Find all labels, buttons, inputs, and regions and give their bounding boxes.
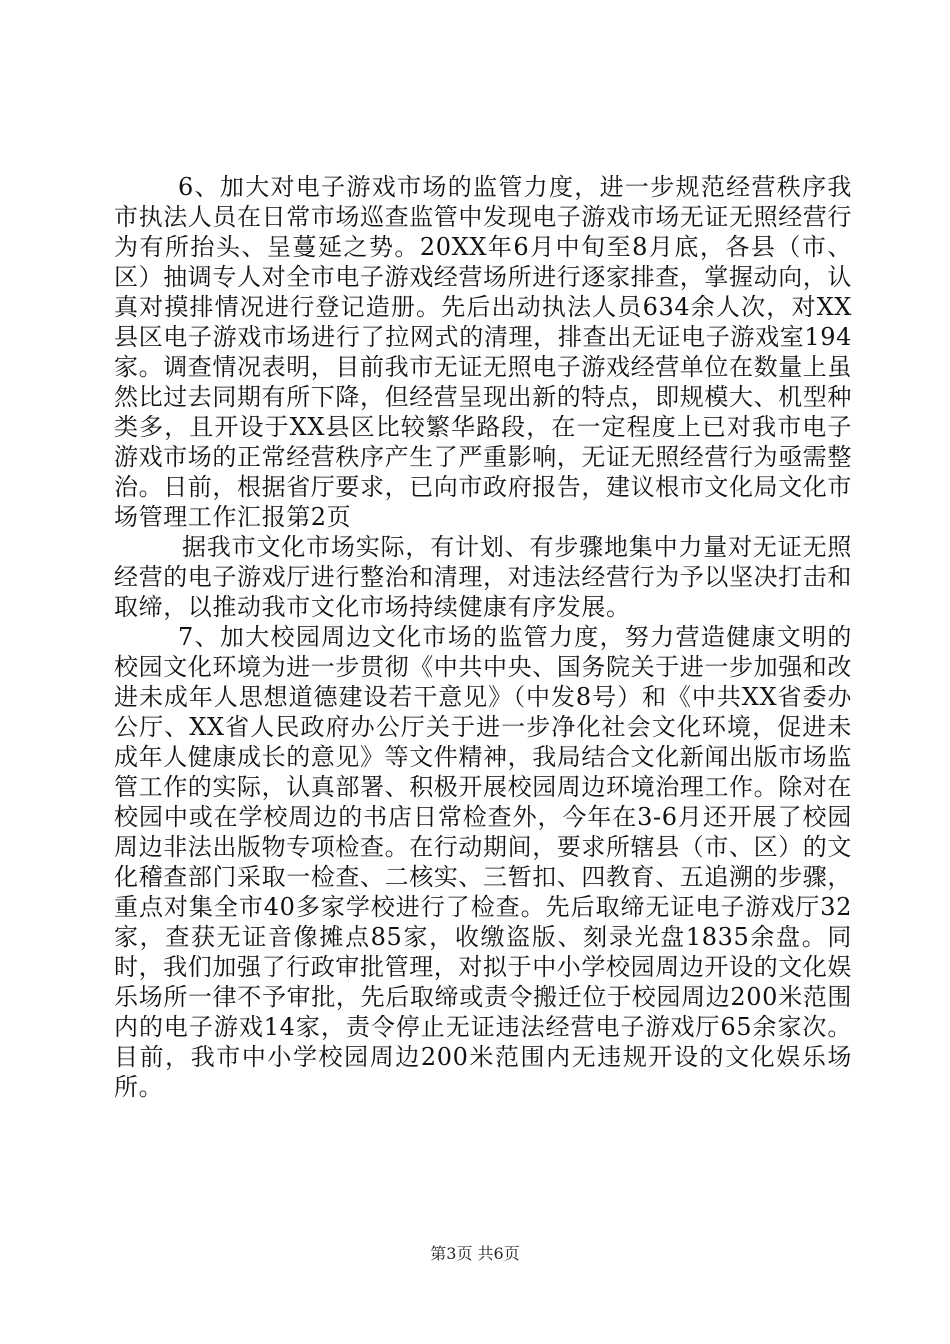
paragraph-continuation: 据我市文化市场实际，有计划、有步骤地集中力量对无证无照经营的电子游戏厅进行整治和清理，对违法经营行为予以坚决打击和取缔，以推动我市文化市场持续健康有序发展。	[114, 533, 852, 621]
paragraph-7: 7、加大校园周边文化市场的监管力度，努力营造健康文明的校园文化环境为进一步贯彻《中共中央、国务院关于进一步加强和改进未成年人思想道德建设若干意见》（中发8号）和《中共XX省委办公厅、XX省人民政府办公厅关于进一步净化社会文化环境，促进未成年人健康成长的意见》等文件精神，我局结合文化新闻出版市场监管工作的实际，认真部署、积极开展校园周边环境治理工作。除对在校园中或在学校周边的书店日常检查外，今年在3-6月还开展了校园周边非法出版物专项检查。在行动期间，要求所辖县（市、区）的文化稽查部门采取一检查、二核实、三暂扣、四教育、五追溯的步骤，重点对集全市40多家学校进行了检查。先后取缔无证电子游戏厅32家，查获无证音像摊点85家，收缴盗版、刻录光盘1835余盘。同时，我们加强了行政审批管理，对拟于中小学校园周边开设的文化娱乐场所一律不予审批，先后取缔或责令搬迁位于校园周边200米范围内的电子游戏14家，责令停止无证违法经营电子游戏厅65余家次。目前，我市中小学校园周边200米范围内无违规开设的文化娱乐场所。	[114, 623, 852, 1101]
page-footer: 第3页 共6页	[430, 1244, 520, 1263]
document-body	[114, 172, 852, 1102]
paragraph-6: 6、加大对电子游戏市场的监管力度，进一步规范经营秩序我市执法人员在日常市场巡查监管中发现电子游戏市场无证无照经营行为有所抬头、呈蔓延之势。20XX年6月中旬至8月底，各县（市、区）抽调专人对全市电子游戏经营场所进行逐家排查，掌握动向，认真对摸排情况进行登记造册。先后出动执法人员634余人次，对XX县区电子游戏市场进行了拉网式的清理，排查出无证电子游戏室194家。调查情况表明，目前我市无证无照电子游戏经营单位在数量上虽然比过去同期有所下降，但经营呈现出新的特点，即规模大、机型种类多，且开设于XX县区比较繁华路段，在一定程度上已对我市电子游戏市场的正常经营秩序产生了严重影响，无证无照经营行为亟需整治。日前，根据省厅要求，已向市政府报告，建议根市文化局文化市场管理工作汇报第2页	[114, 173, 852, 531]
